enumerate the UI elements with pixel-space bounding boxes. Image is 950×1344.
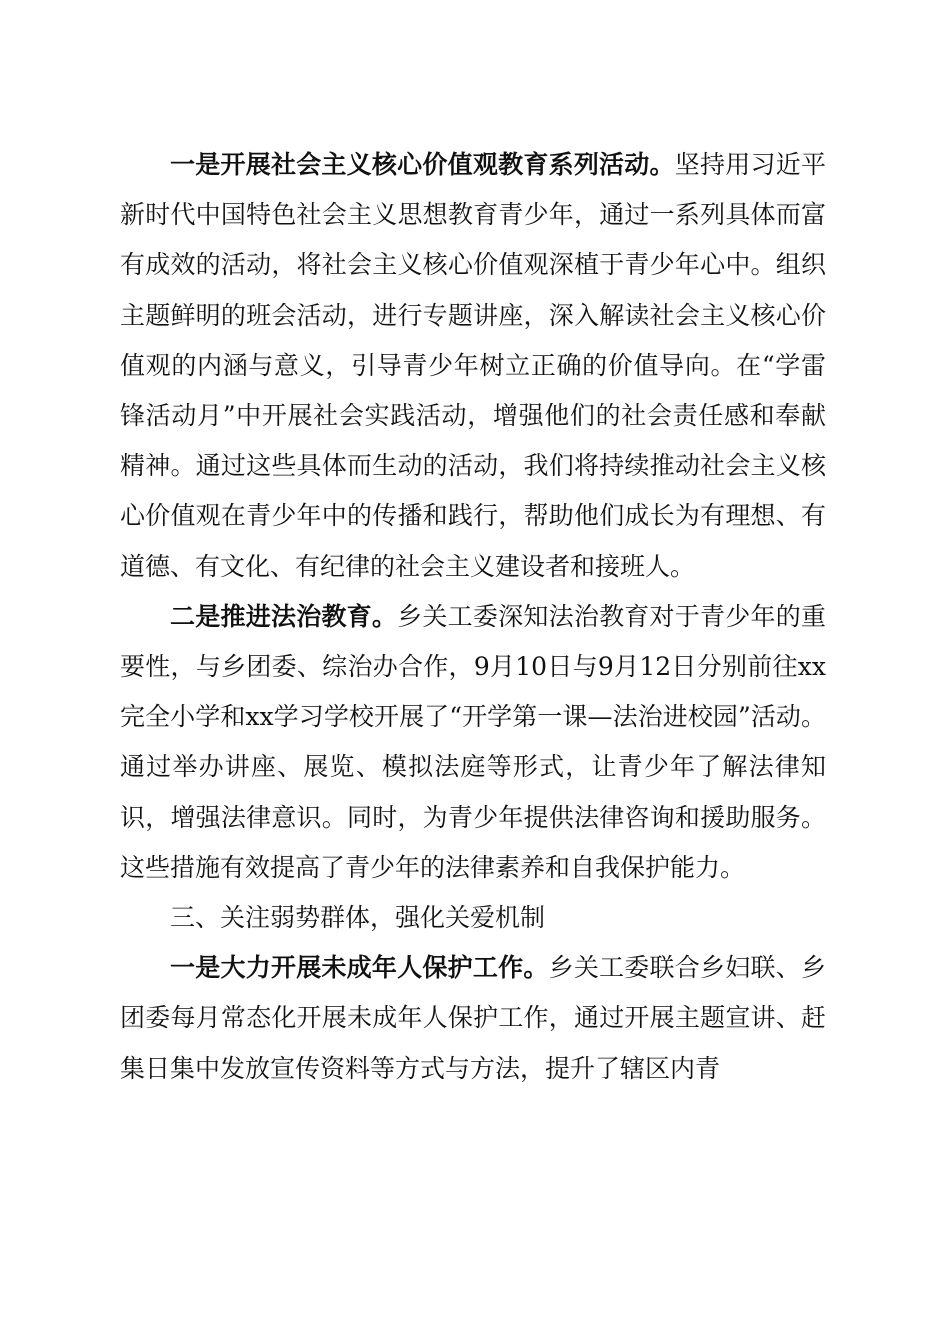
paragraph-legal-education (120, 592, 826, 893)
document-page (120, 140, 826, 1094)
paragraph-body: 坚持用习近平新时代中国特色社会主义思想教育青少年，通过一系列具体而富有成效的活动，将社会主义核心价值观深植于青少年心中。组织主题鲜明的班会活动，进行专题讲座，深入解读社会主义核心价值观的内涵与意义，引导青少年树立正确的价值导向。在“学雷锋活动月”中开展社会实践活动，增强他们的社会责任感和奉献精神。通过这些具体而生动的活动，我们将持续推动社会主义核心价值观在青少年中的传播和践行，帮助他们成长为有理想、有道德、有文化、有纪律的社会主义建设者和接班人。 (120, 150, 826, 581)
paragraph-lead: 一是大力开展未成年人保护工作。 (170, 953, 549, 983)
paragraph-lead: 一是开展社会主义核心价值观教育系列活动。 (170, 150, 675, 179)
paragraph-body: 乡关工委深知法治教育对于青少年的重要性，与乡团委、综治办合作，9月10日与9月12日分别前往xx完全小学和xx学习学校开展了“开学第一课—法治进校园”活动。通过举办讲座、展览、模拟法庭等形式，让青少年了解法律知识，增强法律意识。同时，为青少年提供法律咨询和援助服务。这些措施有效提高了青少年的法律素养和自我保护能力。 (120, 601, 826, 882)
paragraph-minor-protection (120, 943, 826, 1094)
paragraph-core-values (120, 140, 826, 592)
section-heading: 三、关注弱势群体，强化关爱机制 (170, 903, 546, 933)
paragraph-body: 乡关工委联合乡妇联、乡团委每月常态化开展未成年人保护工作，通过开展主题宣讲、赶集日集中发放宣传资料等方式与方法，提升了辖区内青 (120, 953, 826, 1083)
paragraph-lead: 二是推进法治教育。 (170, 601, 398, 631)
